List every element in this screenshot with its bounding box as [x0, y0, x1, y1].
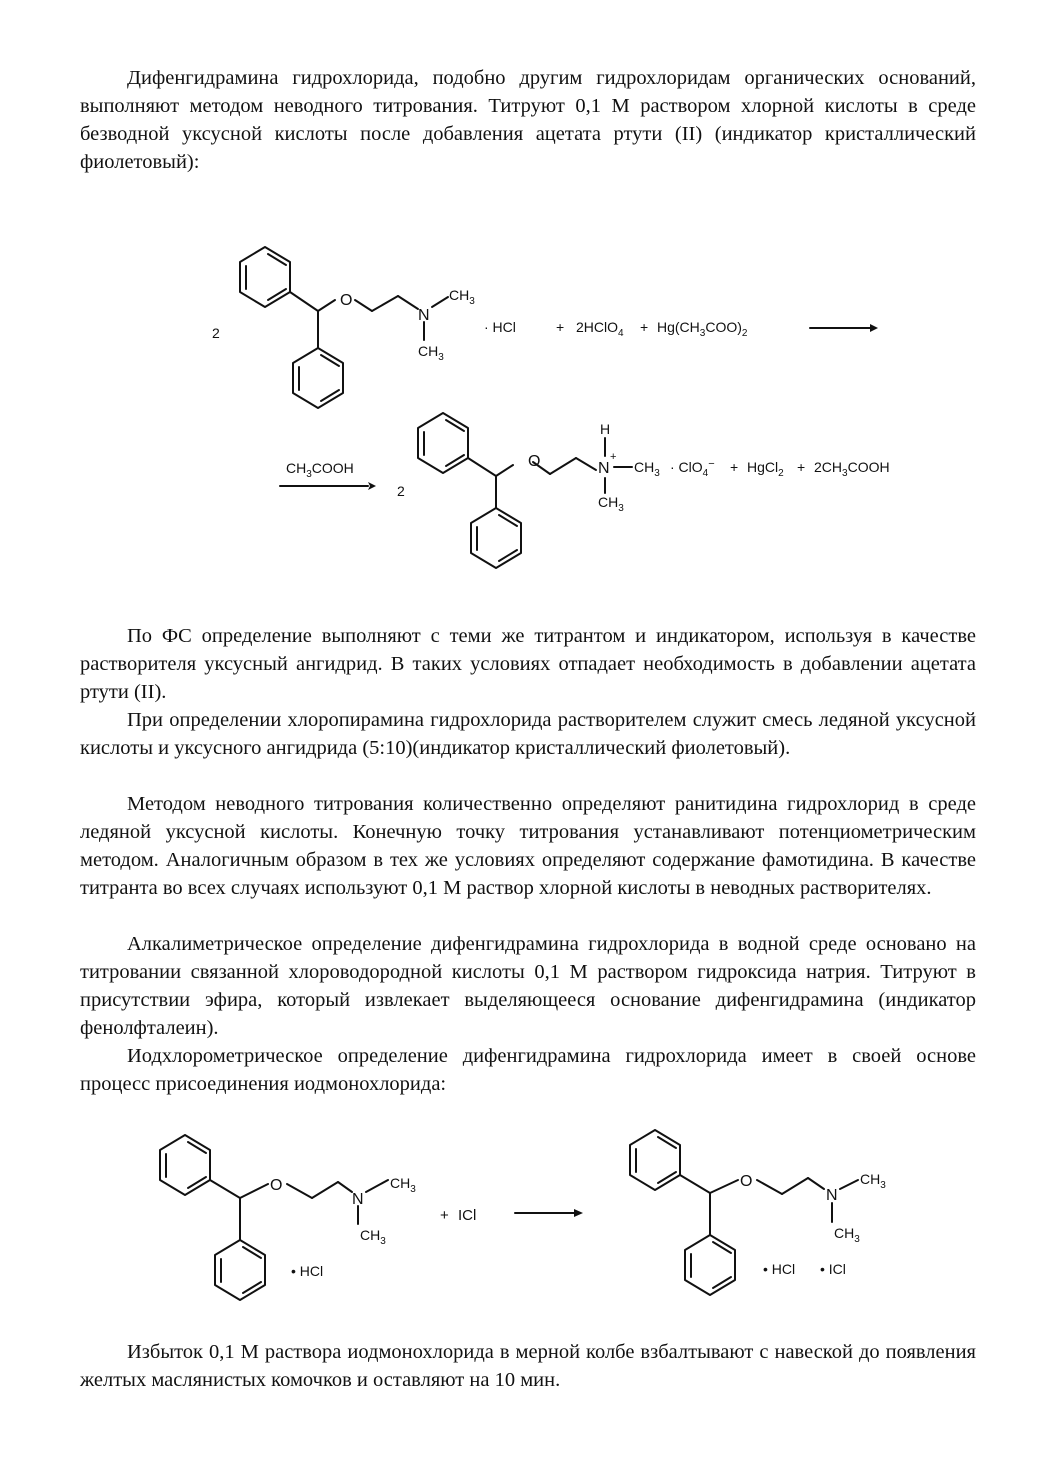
paragraph-procedure: Избыток 0,1 М раствора иодмонохлорида в мерной колбе взбалтывают с навеской до появления желтых маслянистых комочков и оставляют на 10 мин.: [80, 1341, 976, 1391]
iodine-monochloride-adduct-label: • ICl: [820, 1261, 846, 1277]
reaction-arrow-bottom: [280, 482, 376, 490]
stoichiometric-coefficient-left: 2: [212, 325, 220, 341]
paragraph-chloropyramine: При определении хлоропирамина гидрохлорида растворителем служит смесь ледяной уксусной кислоты и уксусного ангидрида (5:10)(индикатор кристаллический фиолетовый).: [80, 709, 976, 759]
stoichiometric-coefficient-right: 2: [397, 483, 405, 499]
paragraph-intro-nonaqueous-titration: Дифенгидрамина гидрохлорида, подобно другим гидрохлоридам органических оснований, выполняют методом неводного титрования. Титруют 0,1 М раствором хлорной кислоты в среде безводной уксусной кислоты после добавления ацетата ртути (II) (индикатор кристаллический фиолетовый):: [80, 67, 976, 173]
diphenhydramine-structure-reactant: [240, 247, 448, 408]
solvent-acetic-acid-label: $CH_3COOH$: [286, 460, 354, 480]
reaction-scheme-perchloric-acid: [0, 200, 1039, 620]
oxygen-atom-label: O: [270, 1177, 283, 1194]
reaction-scheme-iodine-monochloride: [0, 1120, 1039, 1330]
plus-sign: +: [440, 1207, 449, 1224]
diphenhydramine-structure-left: [160, 1135, 388, 1300]
paragraph-pharmacopoeia-method: По ФС определение выполняют с теми же титрантом и индикатором, используя в качестве растворителя уксусный ангидрид. В таких условиях отпадает необходимость в добавлении ацетата ртути (II).: [80, 625, 976, 703]
methyl-label-upper: $CH_3$: [390, 1175, 416, 1195]
paragraph-iodochlorometric: Иодхлорометрическое определение дифенгидрамина гидрохлорида имеет в своей основе процесс присоединения иодмонохлорида:: [80, 1045, 976, 1095]
plus-sign: +: [797, 459, 806, 475]
paragraph-ranitidine-famotidine: Методом неводного титрования количественно определяют ранитидина гидрохлорид в среде ледяной уксусной кислоты. Конечную точку титрования устанавливают потенциометрическим методом. Аналогичным образом в тех же условиях определяют содержание фамотидина. В качестве титранта во всех случаях используют 0,1 М раствор хлорной кислоты в неводных растворителях.: [80, 793, 976, 899]
reaction-arrow-top: [810, 324, 878, 332]
methyl-label-upper: $CH_3$: [449, 287, 475, 307]
methyl-label-lower: $CH_3$: [360, 1227, 386, 1247]
oxygen-atom-label: O: [340, 292, 353, 309]
methyl-label-lower: $CH_3$: [418, 343, 444, 363]
nitrogen-atom-label: N: [418, 307, 430, 324]
plus-sign: +: [640, 319, 649, 335]
hydrochloride-label: • HCl: [291, 1263, 324, 1279]
perchlorate-anion-label: · ClO$_4$−: [670, 458, 715, 479]
nitrogen-atom-label: N: [352, 1191, 364, 1208]
methyl-label-lower: $CH_3$: [834, 1225, 860, 1245]
acetic-acid-product-label: $2CH_3COOH$: [814, 459, 890, 479]
mercury-chloride-label: HgCl$_2$: [747, 459, 784, 479]
oxygen-atom-label: O: [740, 1173, 753, 1190]
hydrochloride-label: • HCl: [763, 1261, 796, 1277]
hydrogen-atom-label: H: [600, 421, 611, 437]
hydrochloride-label: · HCl: [484, 319, 516, 335]
paragraph-alkalimetric: Алкалиметрическое определение дифенгидрамина гидрохлорида в водной среде основано на титровании связанной хлороводородной кислоты 0,1 М раствором гидроксида натрия. Титруют в присутствии эфира, который извлекает выделяющееся основание дифенгидрамина (индикатор фенолфталеин).: [80, 933, 976, 1039]
nitrogen-atom-label: N: [826, 1187, 838, 1204]
oxygen-atom-label: O: [528, 453, 541, 470]
methyl-label-right: $CH_3$: [634, 459, 660, 479]
reaction-arrow: [515, 1209, 583, 1217]
perchloric-acid-label: 2HClO$_4$: [576, 319, 624, 339]
nitrogen-atom-label: N: [598, 460, 610, 477]
methyl-label-upper: $CH_3$: [860, 1171, 886, 1191]
positive-charge-label: +: [610, 451, 617, 463]
mercury-acetate-label: $Hg(CH_3COO)_2$: [657, 319, 748, 339]
iodine-monochloride-label: ICl: [458, 1207, 477, 1224]
plus-sign: +: [730, 459, 739, 475]
plus-sign: +: [556, 319, 565, 335]
methyl-label-lower: $CH_3$: [598, 494, 624, 514]
